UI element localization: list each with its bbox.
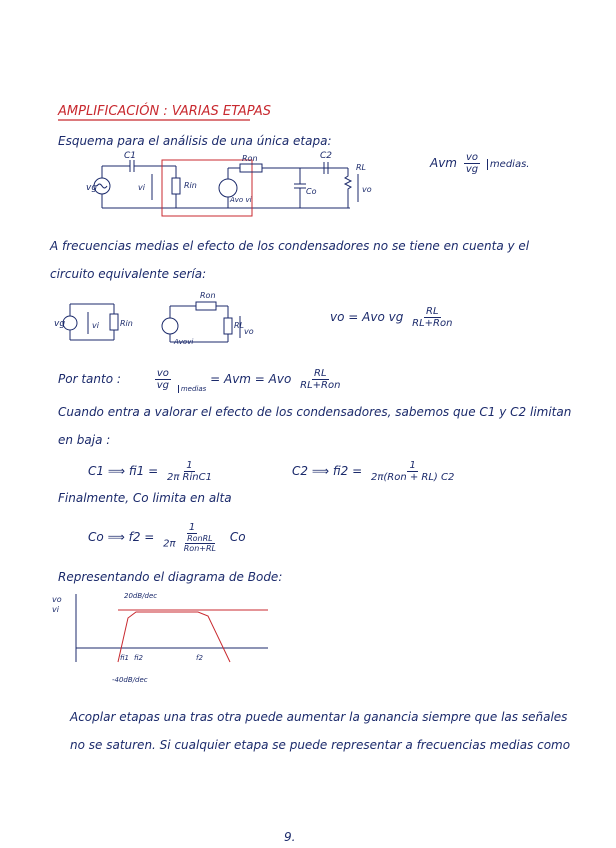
label-vg-2: vg bbox=[54, 319, 66, 329]
bode-top-label: 20dB/dec bbox=[124, 592, 158, 600]
label-rl-2: RL bbox=[234, 321, 245, 330]
label-vo: vo bbox=[362, 185, 372, 194]
paragraph-2-line-2: en baja : bbox=[58, 433, 111, 447]
label-vi: vi bbox=[138, 183, 145, 192]
label-ron: Ron bbox=[242, 154, 258, 163]
equation-por-tanto: Por tanto : $\frac{vo}{vg}$ $_{medias}$ = Avm = Avo $\frac{RL}{\text{RL+Ron}}$ bbox=[58, 368, 341, 393]
equation-c1: C1 ⟹ fi1 = $\frac{1}{\text{2π RinC1}}$ bbox=[88, 460, 212, 483]
bode-ylabel-num: vo bbox=[52, 595, 62, 604]
label-c2: C2 bbox=[320, 151, 333, 161]
label-ron-2: Ron bbox=[200, 291, 216, 300]
label-co: Co bbox=[306, 187, 317, 196]
label-vg: vg bbox=[86, 183, 98, 193]
circuit-diagram-single-stage bbox=[80, 150, 440, 220]
label-avo: Avo vi bbox=[230, 196, 252, 204]
label-rl: RL bbox=[356, 163, 367, 172]
intro-text: Esquema para el análisis de una única etapa: bbox=[58, 134, 332, 148]
bode-fi1: fi1 bbox=[120, 654, 129, 662]
label-avo-2: Avovi bbox=[174, 338, 194, 346]
paragraph-2-line-1: Cuando entra a valorar el efecto de los condensadores, sabemos que C1 y C2 limitan bbox=[58, 405, 572, 419]
label-rin: Rin bbox=[184, 181, 197, 190]
label-c1: C1 bbox=[124, 151, 137, 161]
label-rin-2: Rin bbox=[120, 319, 133, 328]
equation-c2: C2 ⟹ fi2 = $\frac{1}{\text{2π(Ron + RL) C2}}$ bbox=[292, 460, 455, 483]
paragraph-4-line-2: no se saturen. Si cualquier etapa se puede representar a frecuencias medias como bbox=[70, 738, 571, 752]
gain-definition: Avm $\frac{vo}{vg}$ medias. bbox=[430, 152, 530, 175]
paragraph-3: Finalmente, Co limita en alta bbox=[58, 491, 232, 505]
paragraph-1-line-2: circuito equivalente sería: bbox=[50, 267, 207, 281]
paragraph-1-line-1: A frecuencias medias el efecto de los condensadores no se tiene en cuenta y el bbox=[50, 239, 530, 253]
bode-ylabel-den: vi bbox=[52, 605, 59, 614]
bode-intro: Representando el diagrama de Bode: bbox=[58, 570, 283, 584]
bode-fi2: fi2 bbox=[134, 654, 143, 662]
bode-bottom-label: -40dB/dec bbox=[112, 676, 148, 684]
bode-f2: f2 bbox=[196, 654, 203, 662]
page-title: AMPLIFICACIÓN : VARIAS ETAPAS bbox=[58, 104, 272, 119]
page-number: 9. bbox=[284, 830, 296, 844]
equation-co: Co ⟹ f2 = 1 2π $\frac{\text{RonRL}}{\text{Ron+RL}}$ Co bbox=[88, 522, 246, 553]
paragraph-4-line-1: Acoplar etapas una tras otra puede aumentar la ganancia siempre que las señales bbox=[70, 710, 568, 724]
circuit-diagram-equivalent bbox=[40, 290, 270, 350]
bode-diagram bbox=[48, 588, 288, 688]
equation-vo: vo = Avo vg $\frac{RL}{\text{RL+Ron}}$ bbox=[330, 306, 453, 329]
label-vo-2: vo bbox=[244, 327, 254, 336]
label-vi-2: vi bbox=[92, 321, 99, 330]
